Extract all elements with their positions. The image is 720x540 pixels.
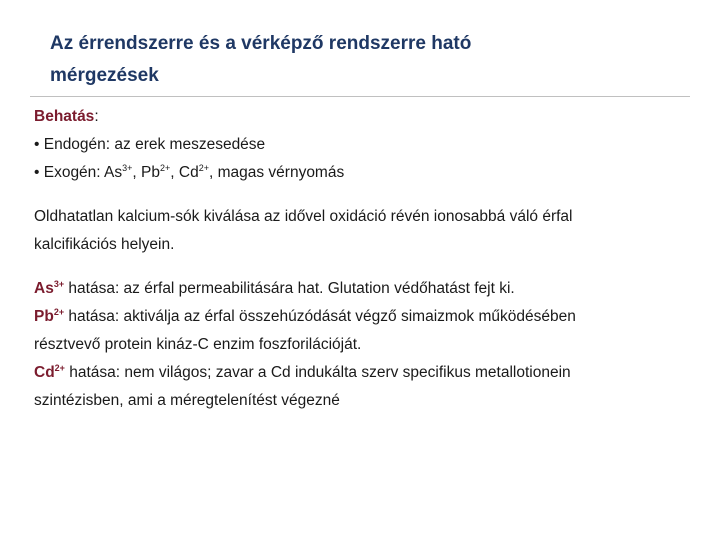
slide-title-line-1: Az érrendszerre és a vérképző rendszerre ható [50, 33, 472, 54]
pb-charge: 2+ [160, 162, 171, 173]
effect-pb [34, 303, 694, 331]
slide-title-line-2: mérgezések [50, 65, 159, 86]
exogen-sep-1: , Pb [132, 164, 160, 181]
title-divider [30, 96, 690, 97]
spacer [34, 259, 694, 275]
effect-pb-element: Pb [34, 308, 54, 325]
effect-cd [34, 359, 694, 387]
effect-as-element: As [34, 280, 54, 297]
spacer [34, 187, 694, 203]
effect-as-charge: 3+ [53, 278, 65, 289]
bullet-endogen: • Endogén: az erek meszesedése [34, 136, 266, 153]
effect-pb-charge: 2+ [53, 306, 65, 317]
exogen-prefix: • Exogén: As [34, 164, 123, 181]
bullet-exogen [34, 159, 694, 187]
effect-as [34, 275, 694, 303]
effect-as-text: hatása: az érfal permeabilitására hat. Glutation védőhatást fejt ki. [64, 280, 515, 297]
slide-title [50, 28, 650, 92]
behatas-colon: : [94, 108, 99, 125]
cd-charge: 2+ [198, 162, 209, 173]
behatas-label: Behatás [34, 108, 95, 125]
paragraph-1-line-1: Oldhatatlan kalcium-sók kiválása az idővel oxidáció révén ionosabbá váló érfal [34, 208, 573, 225]
effect-pb-text-1: hatása: aktiválja az érfal összehúzódását végző simaizmok működésében [64, 308, 576, 325]
behatas-heading [34, 103, 694, 131]
effect-cd-charge: 2+ [54, 362, 65, 373]
paragraph-1-line-2: kalcifikációs helyein. [34, 236, 175, 253]
effect-cd-line-2: szintézisben, ami a méregtelenítést végezné [34, 392, 340, 409]
exogen-suffix: , magas vérnyomás [208, 164, 345, 181]
as-charge: 3+ [122, 162, 133, 173]
effect-pb-line-2: résztvevő protein kináz-C enzim foszforilációját. [34, 336, 362, 353]
exogen-sep-2: , Cd [170, 164, 199, 181]
effect-cd-element: Cd [34, 364, 55, 381]
slide-body [34, 103, 694, 415]
effect-cd-text-1: hatása: nem világos; zavar a Cd indukálta szerv specifikus metallotionein [64, 364, 571, 381]
